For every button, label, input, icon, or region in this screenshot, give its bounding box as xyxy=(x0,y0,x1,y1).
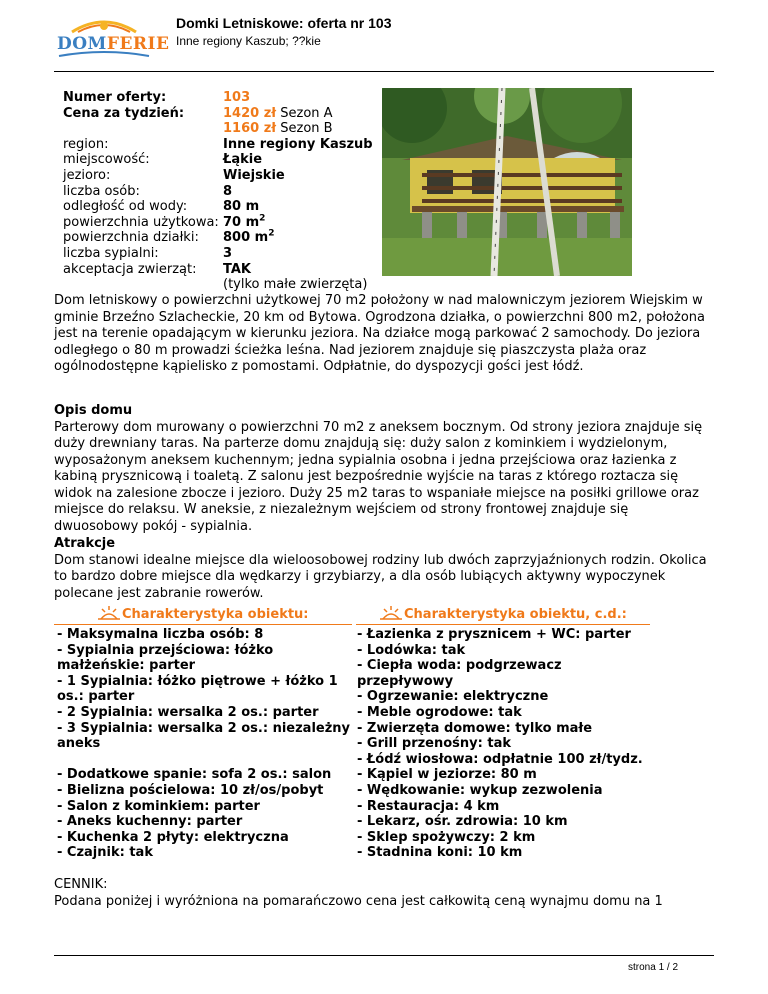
list-item: - Salon z kominkiem: parter xyxy=(57,798,260,814)
features-divider-right xyxy=(356,624,650,625)
logo-wordmark: DOMFERIE xyxy=(57,34,170,54)
list-item: - Stadnina koni: 10 km xyxy=(357,845,523,861)
list-item: - Sypialnia przejściowa: łóżko małżeńskie: parter xyxy=(57,642,274,674)
spec-label: Numer oferty: xyxy=(63,90,167,105)
price-a: 1420 zł Sezon A xyxy=(223,105,333,121)
section-heading: Opis domu xyxy=(54,403,133,418)
section-heading: Atrakcje xyxy=(54,536,116,551)
list-item: - Sklep spożywczy: 2 km xyxy=(357,829,536,845)
list-item: - Lodówka: tak xyxy=(357,642,466,658)
list-item: - Ciepła woda: podgrzewacz przepływowy xyxy=(357,658,562,689)
features-heading-right: Charakterystyka obiektu, c.d.: xyxy=(380,605,627,625)
features-divider-left xyxy=(54,624,352,625)
footer-divider xyxy=(54,955,714,956)
list-item: - Wędkowanie: wykup zezwolenia xyxy=(357,782,603,798)
section-text: Podana poniżej i wyróżniona na pomarańczowo cena jest całkowitą ceną wynajmu domu na 1 xyxy=(54,893,663,909)
domferie-logo xyxy=(54,12,170,60)
list-item: - Aneks kuchenny: parter xyxy=(57,814,243,830)
features-list-right xyxy=(357,627,657,861)
list-item: - Ogrzewanie: elektryczne xyxy=(357,689,549,705)
list-item: - Łódź wiosłowa: odpłatnie 100 zł/tydz. xyxy=(357,751,643,767)
header-divider xyxy=(54,71,714,72)
offer-number: 103 xyxy=(223,90,251,105)
sun-icon xyxy=(380,605,402,625)
page-header xyxy=(0,0,768,70)
list-item: - Meble ogrodowe: tak xyxy=(357,704,522,720)
section-text: Dom stanowi idealne miejsce dla wieloosobowej rodziny lub dwóch zaprzyjaźnionych rodzin. Okolica to bardzo dobre miejsce dla wędkarzy i grzybiarzy, a dla osób lubiących aktywny wypoczynek polecane jest zabranie rowerów. xyxy=(54,552,707,601)
features-list-left xyxy=(57,627,355,861)
list-item xyxy=(57,752,355,768)
price-list-section xyxy=(54,877,663,910)
list-item: - Czajnik: tak xyxy=(57,845,153,861)
intro-paragraph: Dom letniskowy o powierzchni użytkowej 70 m2 położony w nad malowniczym jeziorem Wiejskim w gminie Brzeźno Szlacheckie, 20 km od Bytowa. Ogrodzona działka, o powierzchni 800 m2, położona jest na terenie opadającym w kierunku jeziora. Na działce mogą parkować 2 samochody. Do jeziora odległego o 80 m prowadzi ścieżka leśna. Nad jeziorem znajduje się piaszczysta plaża oraz ogólnodostępne kąpielisko z pomostami. Odpłatnie, do dyspozycji gości jest łódź. xyxy=(54,293,705,374)
sun-icon xyxy=(98,605,120,625)
section-text: Parterowy dom murowany o powierzchni 70 m2 z aneksem bocznym. Od strony jeziora znajduje się duży drewniany taras. Na parterze domu znajdują się: duży salon z kominkiem i wydzielonym, wyposażonym aneksem kuchennym; jedna sypialnia osobna i jedna przejściowa oraz łazienka z kabiną prysznicową i toaletą. Z salonu jest bezpośrednie wyjście na taras z którego roztacza się widok na zalesione zbocze i jezioro. Duży 25 m2 taras to wspaniałe miejsce na posiłki grillowe oraz miejsce do relaksu. W aneksie, z niezależnym wejściem od strony frontowej znajduje się dwuosobowy pokój - sypialnia. xyxy=(54,419,703,534)
list-item: - Lekarz, ośr. zdrowia: 10 km xyxy=(357,814,568,830)
list-item: - Maksymalna liczba osób: 8 xyxy=(57,627,264,642)
list-item: - Kąpiel w jeziorze: 80 m xyxy=(357,767,537,783)
spec-label: Cena za tydzień: xyxy=(63,105,185,121)
list-item: - 3 Sypialnia: wersalka 2 os.: niezależny aneks xyxy=(57,720,351,752)
list-item: - Łazienka z prysznicem + WC: parter xyxy=(357,627,631,642)
list-item: - 2 Sypialnia: wersalka 2 os.: parter xyxy=(57,704,319,720)
list-item: - 1 Sypialnia: łóżko piętrowe + łóżko 1 os.: parter xyxy=(57,673,338,705)
section-house-description xyxy=(54,403,714,535)
list-item: - Kuchenka 2 płyty: elektryczna xyxy=(57,829,289,845)
page-title: Domki Letniskowe: oferta nr 103 xyxy=(176,15,392,31)
list-item: - Bielizna pościelowa: 10 zł/os/pobyt xyxy=(57,782,324,798)
list-item: - Restauracja: 4 km xyxy=(357,798,500,814)
list-item: - Grill przenośny: tak xyxy=(357,736,512,752)
page-number: strona 1 / 2 xyxy=(628,962,679,973)
house-photo xyxy=(382,88,632,276)
price-b: 1160 zł Sezon B xyxy=(223,121,333,137)
section-attractions xyxy=(54,536,714,602)
section-heading: CENNIK: xyxy=(54,877,108,892)
features-heading-left: Charakterystyka obiektu: xyxy=(98,605,309,625)
list-item: - Dodatkowe spanie: sofa 2 os.: salon xyxy=(57,767,332,783)
page-subtitle: Inne regiony Kaszub; ??kie xyxy=(176,34,321,48)
list-item: - Zwierzęta domowe: tylko małe xyxy=(357,720,593,736)
